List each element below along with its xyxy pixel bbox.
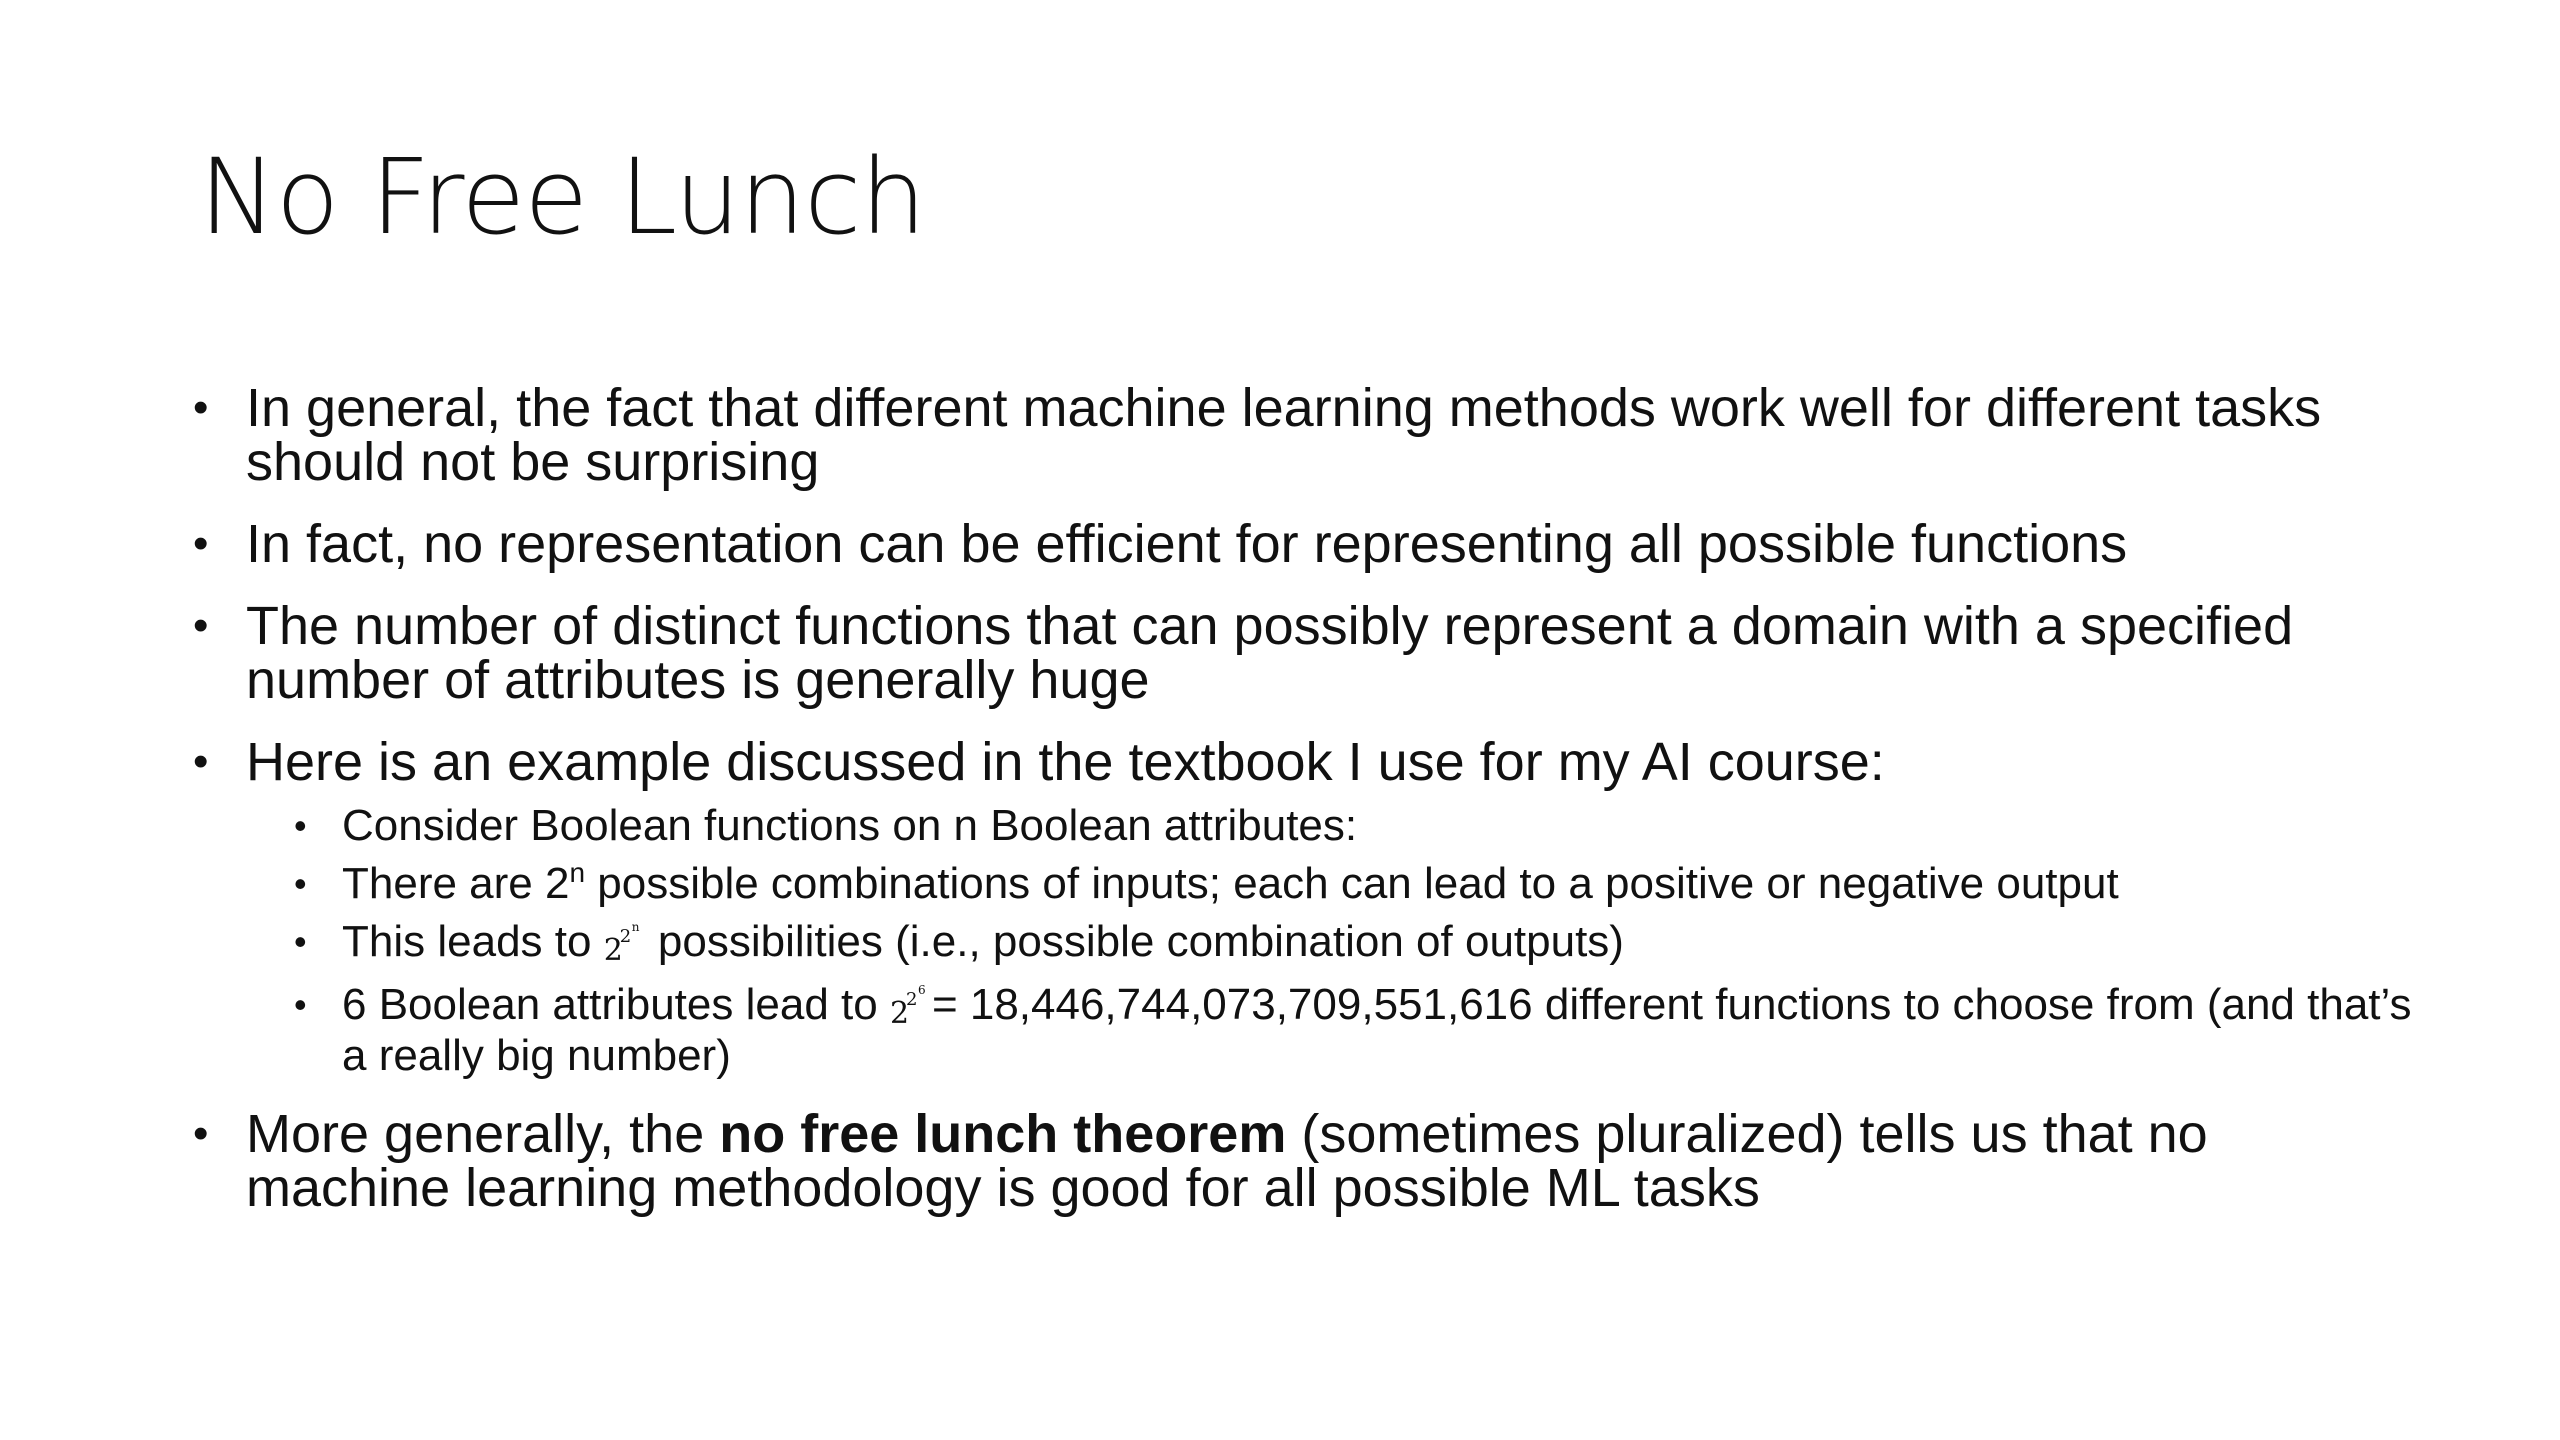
sub-bullet-text: = 18,446,744,073,709,551,616 different functions to choose from (and that’s a really big number) (342, 980, 2412, 1080)
bullet-text: In fact, no representation can be efficient for representing all possible functions (246, 514, 2128, 574)
power-tower-formula (889, 983, 932, 1033)
sub-bullet-dot: • (294, 921, 307, 962)
bullet-dot: • (193, 383, 209, 432)
bullet-item (193, 514, 2423, 574)
bullet-item (193, 732, 2423, 1080)
sub-bullet-item (294, 803, 2423, 849)
bullet-text: (sometimes pluralized) tells us that no machine learning methodology is good for all possible ML tasks (246, 1104, 2208, 1218)
exponent-n: n (569, 857, 586, 889)
sub-bullet-dot: • (294, 805, 307, 846)
sub-bullet-item (294, 919, 2423, 970)
bullet-dot: • (193, 737, 209, 786)
sub-bullet-text: 6 Boolean attributes lead to (342, 980, 890, 1029)
sub-bullet-text: possibilities (i.e., possible combination of outputs) (645, 917, 1624, 966)
sub-bullet-dot: • (294, 863, 307, 904)
sub-bullet-item (294, 982, 2423, 1079)
bullet-dot: • (193, 1109, 209, 1158)
bullet-item (193, 1104, 2423, 1218)
sub-bullet-text: Consider Boolean functions on n Boolean attributes: (342, 801, 1358, 850)
bullet-text: Here is an example discussed in the textbook I use for my AI course: (246, 732, 1885, 792)
sub-bullet-item (294, 857, 2423, 908)
bullet-dot: • (193, 601, 209, 650)
formula-exponent: 6 (917, 983, 926, 997)
sub-bullet-text: possible combinations of inputs; each can lead to a positive or negative output (585, 859, 2119, 908)
sub-bullet-text: There are 2 (342, 859, 570, 908)
formula-base: 2 (889, 996, 910, 1031)
formula-base: 2 (603, 933, 623, 968)
sub-bullet-text: This leads to (342, 917, 604, 966)
bold-term: no free lunch theorem (719, 1104, 1287, 1164)
formula-exponent: 2 (905, 989, 918, 1010)
formula-exponent: 2 (619, 926, 632, 947)
bullet-text: In general, the fact that different machine learning methods work well for different tasks should not be surprising (246, 378, 2322, 492)
formula-exponent: n (631, 920, 640, 934)
bullet-item (193, 378, 2423, 492)
bullet-text: The number of distinct functions that can possibly represent a domain with a specified number of attributes is generally huge (246, 596, 2294, 710)
power-tower-formula (603, 920, 646, 970)
sub-bullet-dot: • (294, 984, 307, 1025)
sub-bullet-list (246, 803, 2423, 1079)
slide-title: No Free Lunch (199, 136, 926, 258)
bullet-list (193, 378, 2423, 1243)
bullet-dot: • (193, 519, 209, 568)
bullet-text: More generally, the (246, 1104, 720, 1164)
bullet-item (193, 596, 2423, 710)
